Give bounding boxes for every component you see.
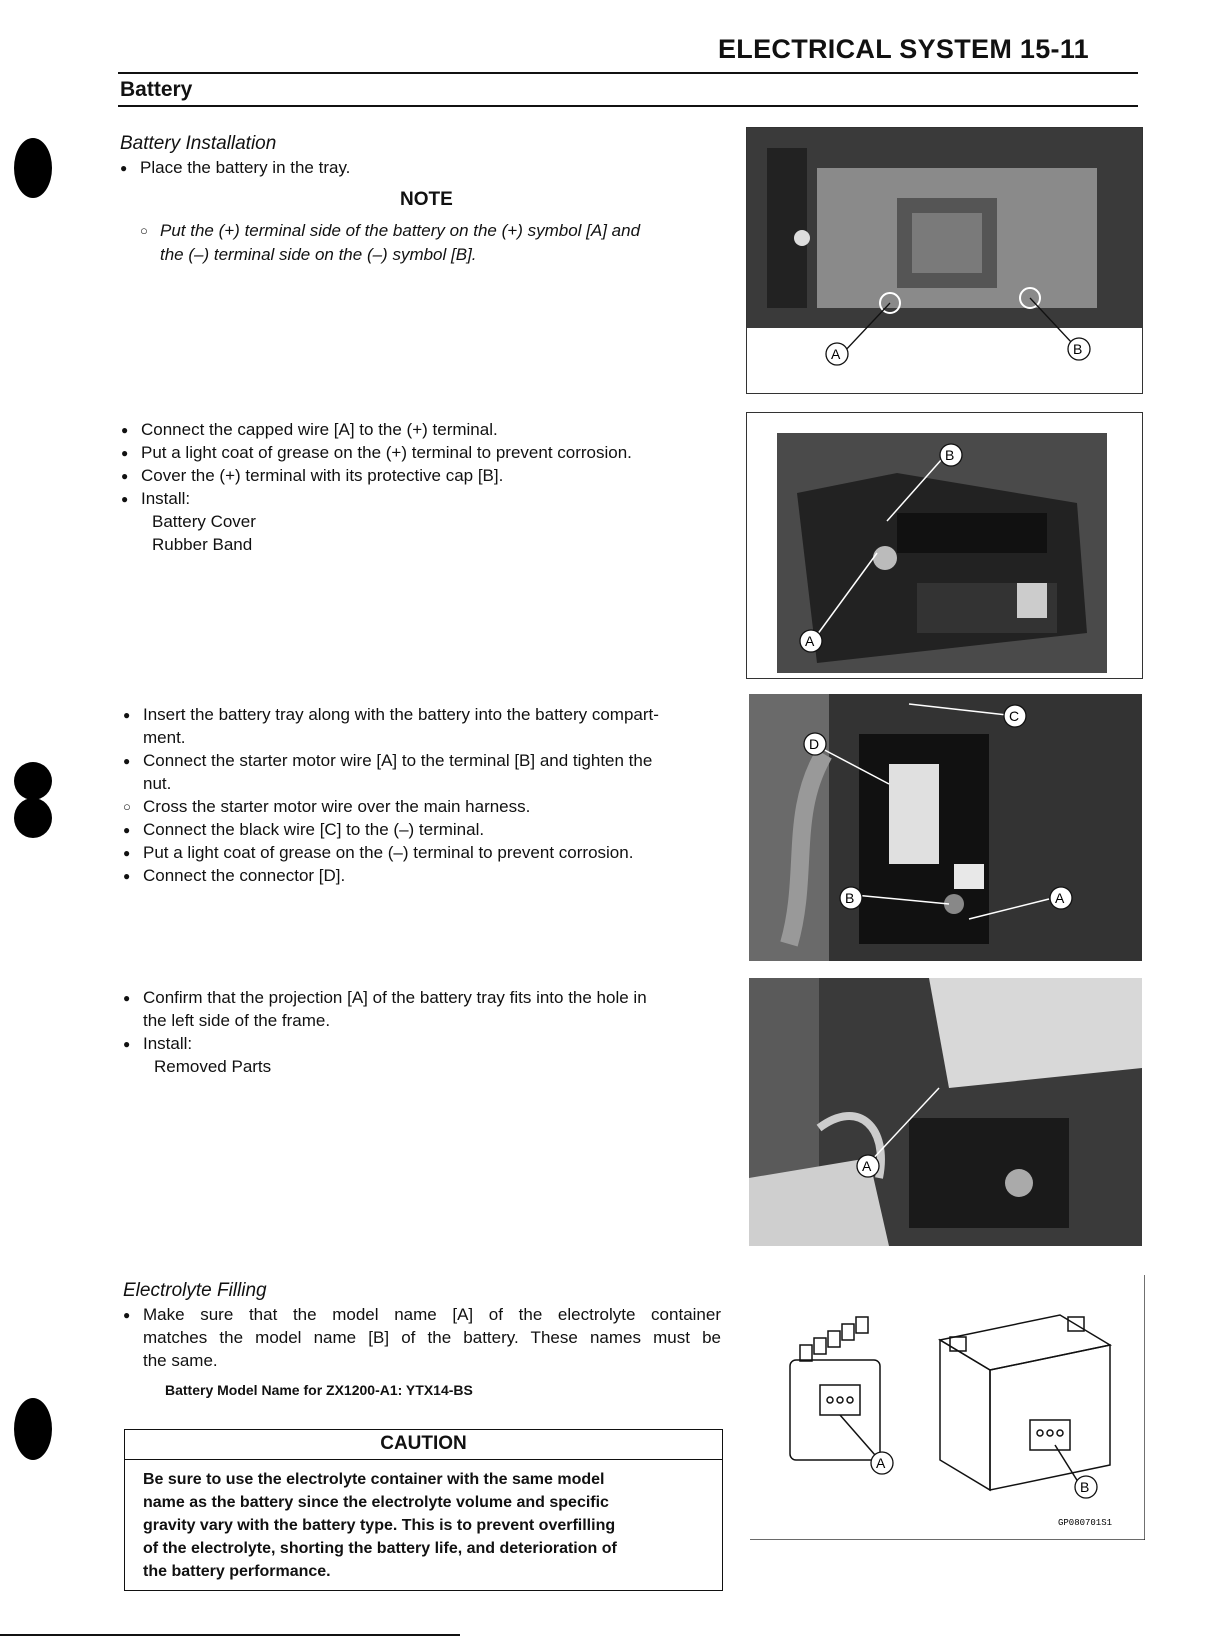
caution-box [124,1429,723,1591]
callout-b: B [1080,1479,1090,1495]
callout-a: A [862,1158,872,1174]
block3-sub-1: ○ Cross the starter motor wire over the main harness. [143,795,530,818]
drawing-code: GP080701S1 [1058,1518,1113,1528]
header-rule-top [118,72,1138,74]
block3-bullet-4: ● Put a light coat of grease on the (–) terminal to prevent corrosion. [143,841,633,864]
block3-bullet-1a: ● Insert the battery tray along with the battery into the battery compart- [143,703,659,726]
callout-b: B [845,890,855,906]
block2-bullet-2: ● Put a light coat of grease on the (+) terminal to prevent corrosion. [141,441,632,464]
figure-tray-projection [749,978,1142,1246]
block2-item-2: Rubber Band [152,535,253,554]
battery-model-spec: Battery Model Name for ZX1200-A1: YTX14-BS [165,1382,473,1398]
note-line-2: the (–) terminal side on the (–) symbol [B]. [160,245,477,264]
callout-a: A [805,633,815,649]
callout-b: B [1073,341,1083,357]
block2-bullet-1: ● Connect the capped wire [A] to the (+) terminal. [141,418,498,441]
block3-bullet-2b: nut. [143,774,172,793]
header-rule-bottom [118,105,1138,107]
binder-hole-mid-1 [14,762,52,800]
install-step-1: ● Place the battery in the tray. [140,156,350,179]
callout-d: D [809,736,820,752]
electrolyte-container-drawing [790,1317,880,1460]
electrolyte-bullet-1b: matches the model name [B] of the battery. These names must be [143,1328,721,1347]
figure-battery-tray [746,127,1143,394]
note-title: NOTE [400,189,453,210]
block3-bullet-5: ● Connect the connector [D]. [143,864,345,887]
chapter-title: ELECTRICAL SYSTEM 15-11 [718,34,1089,64]
block4-bullet-1b: the left side of the frame. [143,1011,331,1030]
battery-drawing [940,1315,1110,1490]
caution-line-4: of the electrolyte, shorting the battery life, and deterioration of [143,1540,617,1557]
electrolyte-bullet-1c: the same. [143,1351,218,1370]
block4-bullet-1a: ● Confirm that the projection [A] of the battery tray fits into the hole in [143,986,647,1009]
caution-line-3: gravity vary with the battery type. This is to prevent overfilling [143,1517,616,1534]
figure-capped-wire [746,412,1143,679]
callout-b: B [945,447,955,463]
binder-hole-mid-2 [14,798,52,838]
block4-bullet-2: ● Install: [143,1032,192,1055]
caution-text [125,1460,722,1591]
block2-bullet-4: ● Install: [141,487,190,510]
block2-item-1: Battery Cover [152,512,256,531]
install-heading: Battery Installation [120,133,277,154]
block3-bullet-3: ● Connect the black wire [C] to the (–) terminal. [143,818,484,841]
callout-a: A [876,1455,886,1471]
caution-line-2: name as the battery since the electrolyte volume and specific [143,1494,609,1511]
electrolyte-heading: Electrolyte Filling [123,1280,267,1301]
binder-hole-top [14,138,52,198]
caution-line-5: the battery performance. [143,1563,331,1580]
caution-line-1: Be sure to use the electrolyte container with the same model [143,1471,605,1488]
block3-bullet-2a: ● Connect the starter motor wire [A] to the terminal [B] and tighten the [143,749,652,772]
block3-bullet-1b: ment. [143,728,186,747]
callout-a: A [1055,890,1065,906]
block2-bullet-3: ● Cover the (+) terminal with its protective cap [B]. [141,464,503,487]
callout-c: C [1009,708,1020,724]
figure-electrolyte-drawing [750,1275,1145,1540]
note-line-1: ○ Put the (+) terminal side of the battery on the (+) symbol [A] and [160,219,640,243]
caution-title: CAUTION [125,1430,722,1460]
callout-a: A [831,346,841,362]
electrolyte-bullet-1a: ● Make sure that the model name [A] of the electrolyte container [143,1303,721,1326]
block4-item-1: Removed Parts [154,1057,272,1076]
footer-rule [0,1634,460,1636]
figure-starter-wire [749,694,1142,961]
binder-hole-bottom [14,1398,52,1460]
section-title: Battery [120,78,193,101]
